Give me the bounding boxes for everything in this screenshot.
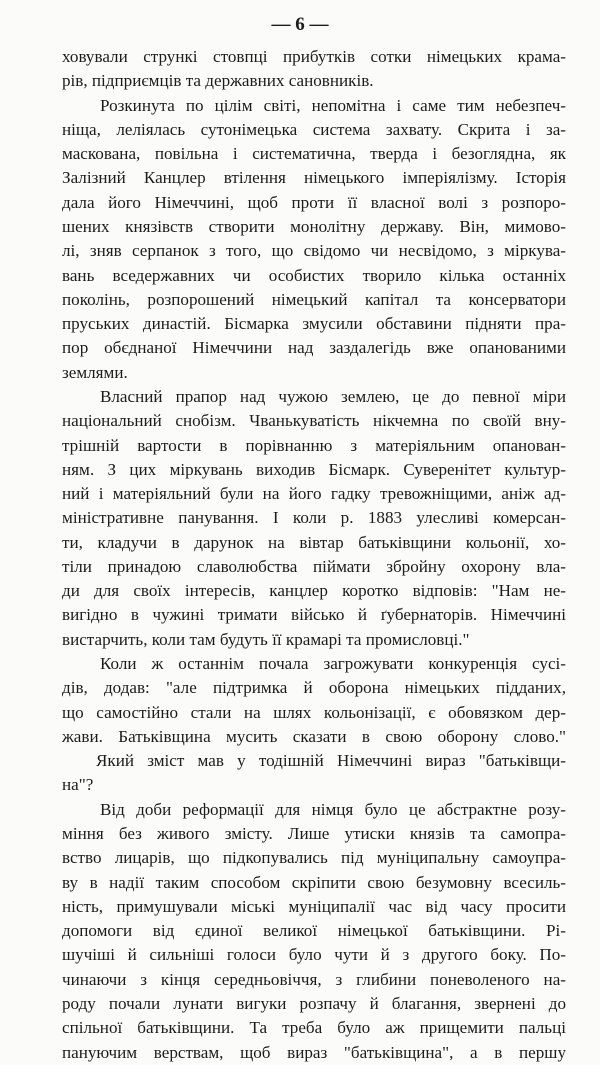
text-line: чинаючи з кінця середньовіччя, з глибини поневоленого на- [62,969,566,989]
text-line: пануючим верствам, щоб вираз "батьківщина", а в першу [62,1042,566,1062]
text-line: що самостійно стали на шлях кольонізації, є обовязком дер- [62,702,566,722]
text-line: маскована, повільна і систематична, тверда і безоглядна, як [62,144,566,164]
text-line: Коли ж останнім почала загрожувати конкуренція сусі- [100,654,566,674]
text-line: Від доби реформації для німця було це абстрактне розу- [100,799,566,819]
text-line: Залізний Канцлер втілення німецького імперіялізму. Історія [62,168,566,188]
text-line: поколінь, розпорошений німецький капітал та консерватори [62,289,566,309]
text-line: землями. [62,362,128,382]
text-line: міння без живого змісту. Лише утиски князів та самопра- [62,824,566,843]
text-line: шених князівств створити монолітну державу. Він, мимово- [62,216,566,236]
text-line: ди для своїх інтересів, канцлер коротко відповів: "Нам не- [62,581,566,601]
text-line: тіли принадою славолюбства піймати збройну охорону вла- [62,556,566,576]
text-line: жави. Батьківщина мусить сказати в свою оборону слово." [62,726,566,746]
text-line: Який зміст мав у тодішній Німеччині вираз "батьківщи- [96,751,566,771]
body-text [62,45,566,1065]
text-line: міністративне панування. І коли р. 1883 улесливі комерсан- [62,508,566,528]
text-line: ховували стрункі стовпці прибутків сотки німецьких крама- [62,47,566,66]
text-line: допомоги від єдиної великої німецької батьківщини. Рі- [62,921,566,941]
text-line: лі, зняв серпанок з того, що свідомо чи несвідомо, з міркува- [62,241,566,261]
text-line: рів, підприємців та державних сановників. [62,71,374,91]
text-line: трішній вартости в порівнанню з матеріяльним опанован- [62,435,566,455]
text-line: ніща, леліялась сутонімецька система захвату. Скрита і за- [62,119,566,139]
text-line: дів, додав: "але підтримка й оборона німецьких підданих, [62,678,566,698]
text-line: пруських династій. Бісмарка змусили обставини підняти пра- [62,314,566,334]
text-line: шучіші й сильніші голоси було чути й з другого боку. По- [62,945,566,965]
text-line: Власний прапор над чужою землею, це до певної міри [100,386,566,406]
text-line: ву в надії таким способом скріпити свою безумовну всесиль- [62,872,566,892]
text-line: ність, примушували міські муніципалії час від часу просити [62,896,566,916]
text-line: ням. З цих міркувань виходив Бісмарк. Суверенітет культур- [62,459,566,479]
text-line: ний і матеріяльний були на його гадку тревожніщими, аніж ад- [62,484,566,504]
text-line: на"? [62,775,94,795]
text-line: Розкинута по цілім світі, непомітна і саме тим небезпеч- [100,95,566,115]
text-line: роду почали лунати вигуки розпачу й благання, звернені до [62,993,566,1013]
page-number: — 6 — [271,14,329,35]
text-line: національний снобізм. Чванькуватість нікчемна по своїй вну- [62,411,566,431]
text-line: ти, кладучи в дарунок на вівтар батьківщини кольонії, хо- [62,532,566,552]
text-line: дала його Німеччині, щоб проти її власної волі з розпоро- [62,192,566,212]
text-line: вигідно в чужині тримати військо й ґубернаторів. Німеччині [62,605,566,625]
text-line: спільної батьківщини. Та треба було аж прищемити пальці [62,1018,566,1038]
text-line: вистарчить, коли там будуть її крамарі та промисловці." [62,629,470,649]
text-line: вань вседержавних чи особистих творило кілька останніх [62,265,566,285]
text-line: пор обєднаної Німеччини над заздалегідь вже опанованими [62,338,566,358]
text-line: вство лицарів, що підкопувались під муніципальну самоупра- [62,848,566,868]
